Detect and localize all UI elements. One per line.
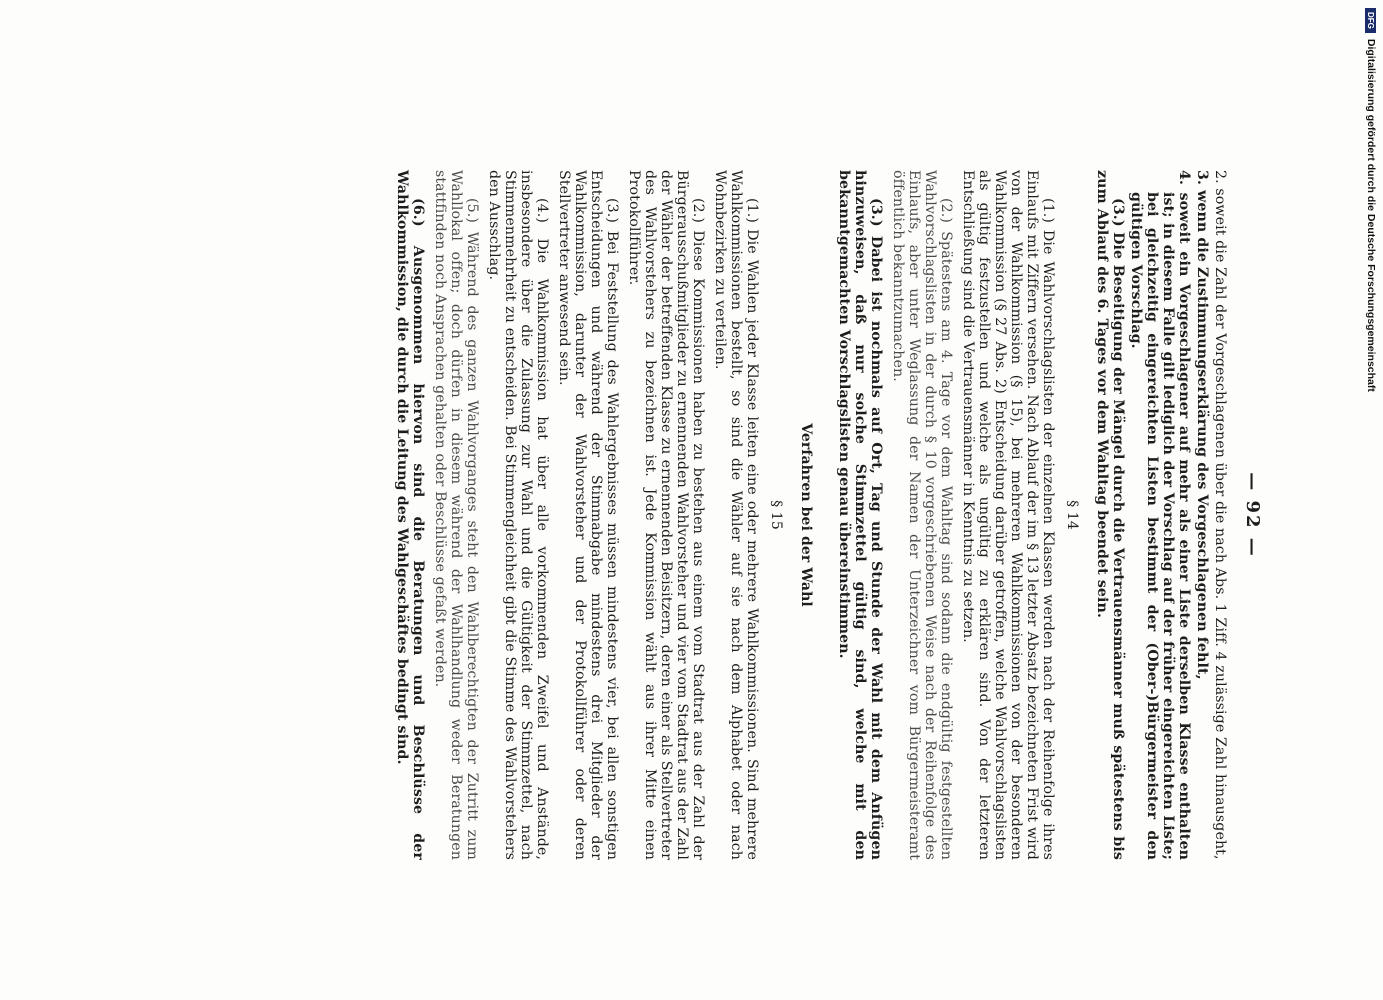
list-item-text: soweit die Zahl der Vorgeschlagenen über die nach Abs. 1 Ziff. 4 zulässige Zahl hinausgeht,: [1212, 188, 1228, 860]
dfg-logo: DFG: [1366, 8, 1377, 33]
section-15-paragraph-3: (3.) Bei Feststellung des Wahlergebnisses müssen mindestens vier, bei allen sonstigen Entscheidungen und während der Stimmabgabe mindestens drei Mitglieder der Wahlkommission, darunter der Wahlvorsteher und der Protokollführer oder deren Stellvertreter anwesend sein.: [556, 170, 620, 860]
funding-credit-text: Digitalisierung gefördert durch die Deutsche Forschungsgemeinschaft: [1365, 38, 1377, 392]
list-item: [1212, 170, 1228, 860]
list-item: [1194, 170, 1210, 860]
page-number: — 92 —: [1242, 472, 1263, 558]
list-item-number: 3.: [1194, 170, 1210, 186]
list-item-text: soweit ein Vorgeschlagener auf mehr als einer Liste derselben Klasse enthalten ist; in diesem Falle gilt lediglich der Vorschlag auf der früher eingereichten Liste; bei gleichzeitig eingereichten Listen bestimmt der (Ober-)Bürgermeister den gültigen Vorschlag.: [1128, 192, 1192, 860]
section-15-paragraph-1: (1.) Die Wahlen jeder Klasse leiten eine oder mehrere Wahlkommissionen. Sind mehrere Wahlkommissionen bestellt, so sind die Wähler auf sie nach dem Alphabet oder nach Wohnbezirken zu verteilen.: [712, 170, 760, 860]
list-item: [1128, 170, 1192, 860]
section-15-paragraph-6: (6.) Ausgenommen hiervon sind die Beratungen und Beschlüsse der Wahlkommission, die durch die Leitung des Wahlgeschäftes bedingt sind.: [394, 170, 426, 860]
paragraph-abs3: (3.) Die Beseitigung der Mängel durch die Vertrauensmänner muß spätestens bis zum Ablauf des 6. Tages vor dem Wahltag beendet sein.: [1094, 170, 1126, 860]
rotated-page-content: [160, 170, 1263, 860]
section-14-paragraph-2: (2.) Spätestens am 4. Tage vor dem Wahltag sind sodann die endgültig festgestellten Wahlvorschlagslisten in der durch § 10 vorgeschriebenen Weise nach der Reihenfolge des Einlaufs, aber unter Weglassung der Namen der Unterzeichner vom Bürgermeisteramt öffentlich bekanntzumachen.: [890, 170, 954, 860]
section-heading: Verfahren bei der Wahl: [798, 423, 814, 607]
list-item-number: 2.: [1212, 170, 1228, 184]
list-item-number: 4.: [1176, 170, 1192, 186]
page-body: [160, 170, 1263, 860]
section-15-paragraph-2: (2.) Diese Kommissionen haben zu bestehen aus einem vom Stadtrat aus der Zahl der Bürgerausschußmitglieder zu ernennenden Wahlvorsteher und vier vom Stadtrat aus der Zahl der Wähler der betreffenden Klasse zu ernennenden Beisitzern, deren einer als Stellvertreter des Wahlvorstehers zu bezeichnen ist. Jede Kommission wählt aus ihrer Mitte einen Protokollführer.: [626, 170, 706, 860]
section-15-paragraph-5: (5.) Während des ganzen Wahlvorganges steht den Wahlberechtigten der Zutritt zum Wahllokal offen; doch dürfen in diesem während der Wahlhandlung weder Beratungen stattfinden noch Ansprachen gehalten oder Beschlüsse gefaßt werden.: [432, 170, 480, 860]
list-item-text: wenn die Zustimmungserklärung des Vorgeschlagenen fehlt,: [1194, 190, 1210, 680]
section-15-paragraph-4: (4.) Die Wahlkommission hat über alle vorkommenden Zweifel und Anstände, insbesondere über die Zulassung zur Wahl und die Gültigkeit der Stimmzettel, nach Stimmenmehrheit zu entscheiden. Bei Stimmengleichheit gibt die Stimme des Wahlvorstehers den Ausschlag.: [486, 170, 550, 860]
funding-credit: [1360, 8, 1382, 998]
section-14-paragraph-3: (3.) Dabei ist nochmals auf Ort, Tag und Stunde der Wahl mit dem Anfügen hinzuweisen, daß nur solche Stimmzettel gültig sind, welche mit den bekanntgemachten Vorschlagslisten genau übereinstimmen.: [836, 170, 884, 860]
section-15-title: § 15: [768, 500, 784, 530]
section-14-paragraph-1: (1.) Die Wahlvorschlagslisten der einzelnen Klassen werden nach der Reihenfolge ihres Einlaufs mit Ziffern versehen. Nach Ablauf der im § 13 letzter Absatz bezeichneten Frist wird von der Wahlkommission (§ 15), bei mehreren Wahlkommissionen von der besonderen Wahlkommission (§ 27 Abs. 2) Entscheidung darüber getroffen, welche Wahlvorschlagslisten als gültig festzustellen und welche als ungültig zu erklären sind. Von der letzteren Entschließung sind die Vertrauensmänner in Kenntnis zu setzen.: [960, 170, 1056, 860]
funding-credit-line: [1360, 8, 1382, 998]
section-14-title: § 14: [1064, 500, 1080, 530]
